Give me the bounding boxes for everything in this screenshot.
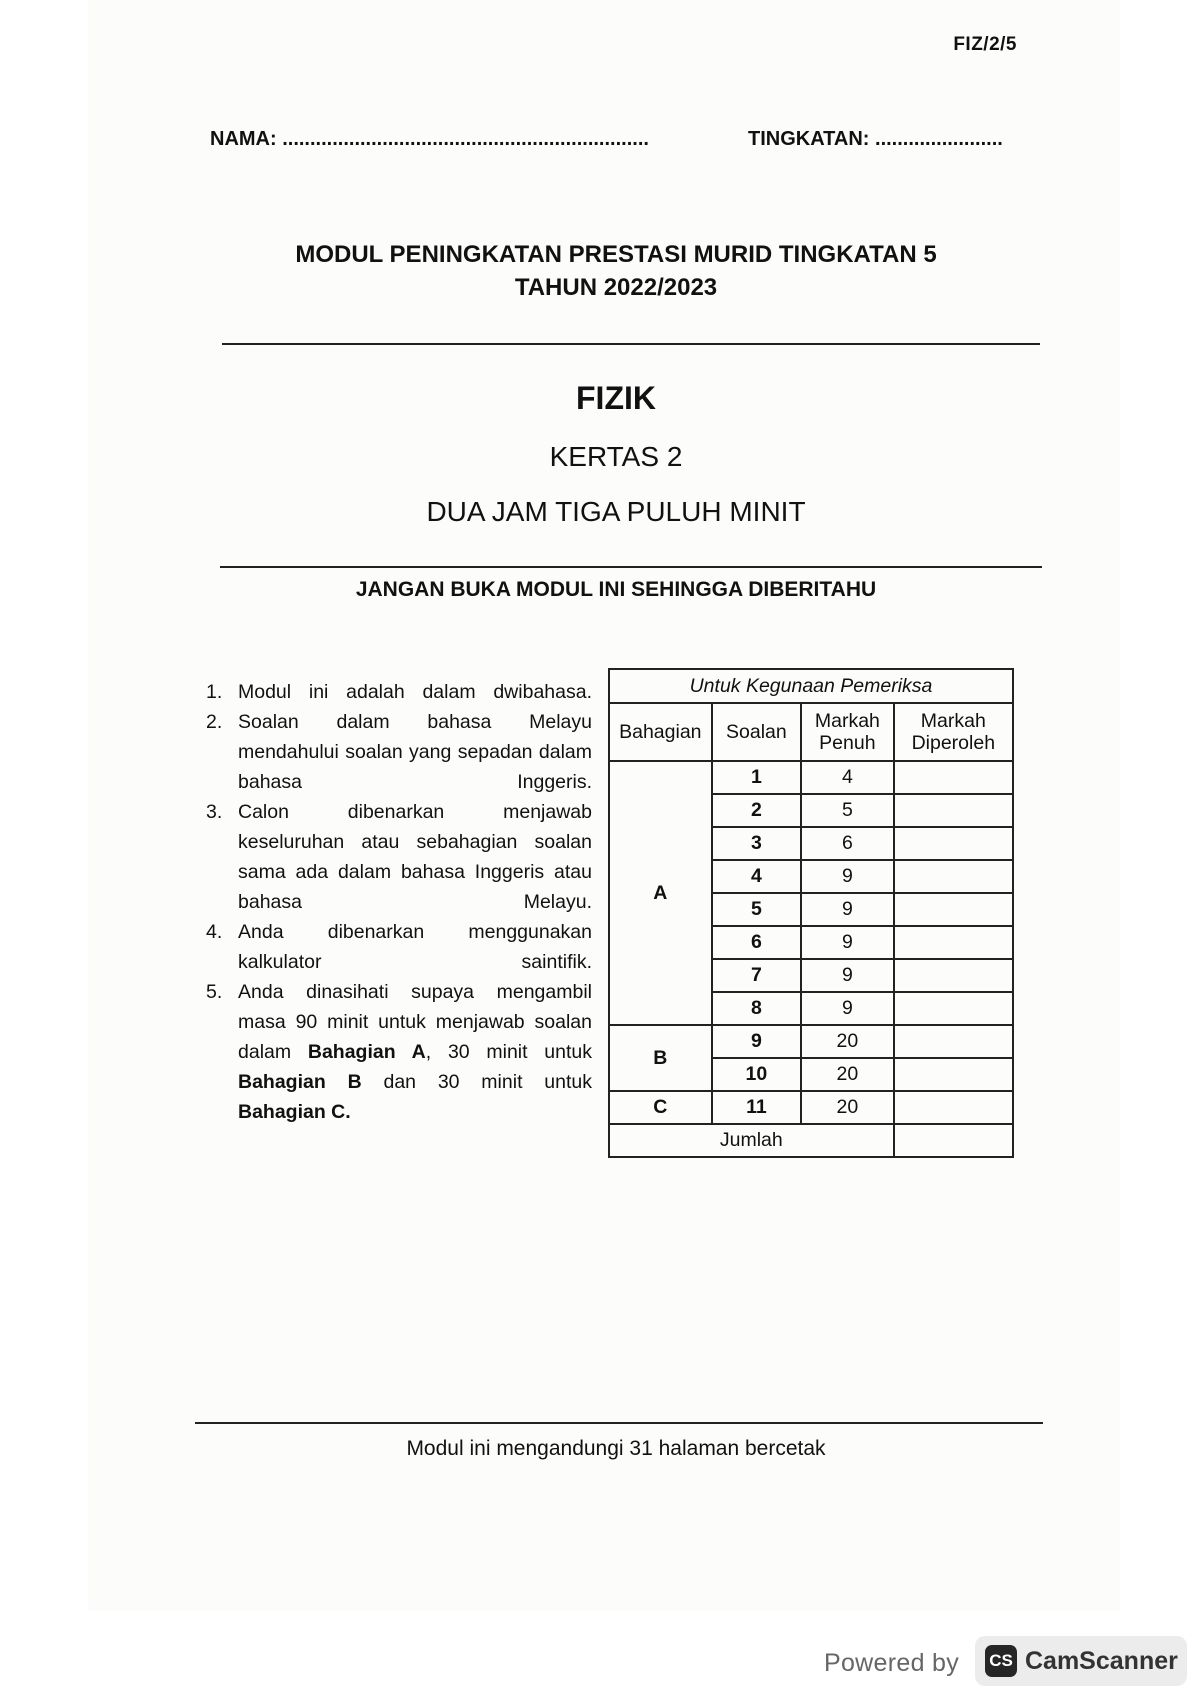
marks-obtained-cell[interactable] (894, 1058, 1013, 1091)
marks-obtained-cell[interactable] (894, 794, 1013, 827)
question-number: 2 (712, 794, 801, 827)
full-mark: 9 (801, 926, 894, 959)
question-number: 6 (712, 926, 801, 959)
table-row (609, 1091, 1013, 1124)
full-mark: 6 (801, 827, 894, 860)
question-number: 4 (712, 860, 801, 893)
full-mark: 9 (801, 992, 894, 1025)
full-mark: 4 (801, 761, 894, 794)
instruction-item: 5. Anda dinasihati supaya mengambil masa 90 minit untuk menjawab soalan dalam Bahagian A, 30 minit untuk Bahagian B dan 30 minit untuk Bahagian C. (206, 981, 593, 1123)
section-c: C (609, 1091, 712, 1124)
table-row (609, 1025, 1013, 1058)
header-section: Bahagian (609, 703, 712, 761)
full-mark: 5 (801, 794, 894, 827)
table-caption: Untuk Kegunaan Pemeriksa (609, 669, 1013, 703)
question-number: 7 (712, 959, 801, 992)
divider-top (222, 343, 1040, 345)
header-question: Soalan (712, 703, 801, 761)
paper-number: KERTAS 2 (549, 441, 683, 472)
instruction-item: 2. Soalan dalam bahasa Melayu mendahului soalan yang sepadan dalam bahasa Inggeris. (206, 711, 592, 793)
form-field: TINGKATAN: ....................... (748, 128, 1003, 150)
instruction-item: 1. Modul ini adalah dalam dwibahasa. (206, 681, 592, 703)
instructions-list (206, 677, 592, 1127)
powered-by-text: Powered by (824, 1649, 960, 1677)
camscanner-logo-icon: CS (985, 1645, 1017, 1677)
question-number: 11 (712, 1091, 801, 1124)
full-mark: 20 (801, 1091, 894, 1124)
table-total-row (609, 1124, 1013, 1157)
instruction-item: 4. Anda dibenarkan menggunakan kalkulator saintifik. (206, 921, 592, 973)
question-number: 3 (712, 827, 801, 860)
question-number: 9 (712, 1025, 801, 1058)
marks-obtained-cell[interactable] (894, 860, 1013, 893)
marks-obtained-cell[interactable] (894, 959, 1013, 992)
do-not-open-warning: JANGAN BUKA MODUL INI SEHINGGA DIBERITAHU (355, 578, 877, 601)
question-number: 1 (712, 761, 801, 794)
instruction-item: 3. Calon dibenarkan menjawab keseluruhan atau sebahagian soalan sama ada dalam bahasa Inggeris atau bahasa Melayu. (206, 801, 592, 913)
paper-code: FIZ/2/5 (953, 34, 1017, 55)
total-marks-cell[interactable] (894, 1124, 1013, 1157)
exam-duration: DUA JAM TIGA PULUH MINIT (426, 496, 806, 527)
marks-obtained-cell[interactable] (894, 893, 1013, 926)
name-field: NAMA: .................................................................. (210, 128, 649, 150)
marks-obtained-cell[interactable] (894, 1025, 1013, 1058)
header-full-mark: Markah Penuh (801, 703, 894, 761)
module-title-line1: MODUL PENINGKATAN PRESTASI MURID TINGKATAN 5 (295, 241, 937, 268)
module-title-line2: TAHUN 2022/2023 (514, 274, 718, 301)
marks-obtained-cell[interactable] (894, 992, 1013, 1025)
camscanner-badge (975, 1636, 1187, 1686)
marks-obtained-cell[interactable] (894, 926, 1013, 959)
table-row (609, 761, 1013, 794)
full-mark: 9 (801, 893, 894, 926)
header-marks-obtained: Markah Diperoleh (894, 703, 1013, 761)
section-b: B (609, 1025, 712, 1091)
question-number: 8 (712, 992, 801, 1025)
divider-middle (220, 566, 1042, 568)
total-label: Jumlah (609, 1124, 894, 1157)
page-count-note: Modul ini mengandungi 31 halaman bercetak (406, 1437, 826, 1460)
full-mark: 20 (801, 1025, 894, 1058)
examiner-table (608, 668, 1014, 1158)
marks-obtained-cell[interactable] (894, 761, 1013, 794)
full-mark: 20 (801, 1058, 894, 1091)
question-number: 5 (712, 893, 801, 926)
full-mark: 9 (801, 959, 894, 992)
divider-footer (195, 1422, 1043, 1424)
question-number: 10 (712, 1058, 801, 1091)
marks-obtained-cell[interactable] (894, 827, 1013, 860)
full-mark: 9 (801, 860, 894, 893)
subject-title: FIZIK (576, 380, 656, 416)
section-a: A (609, 761, 712, 1025)
marks-obtained-cell[interactable] (894, 1091, 1013, 1124)
camscanner-name: CamScanner (1025, 1647, 1178, 1675)
